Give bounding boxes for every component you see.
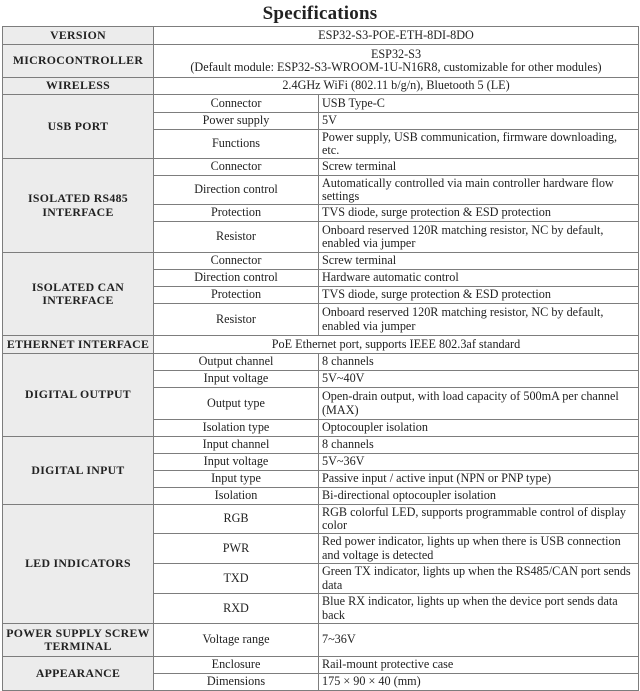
spec-sub-value: Red power indicator, lights up when there is USB connection and voltage is detected [319, 534, 639, 564]
spec-sub-name: Output type [154, 388, 319, 420]
spec-sub-value: TVS diode, surge protection & ESD protection [319, 287, 639, 304]
spec-sub-value: Onboard reserved 120R matching resistor, NC by default, enabled via jumper [319, 222, 639, 253]
spec-row-appearance [3, 657, 639, 674]
spec-sub-value: 8 channels [319, 354, 639, 371]
spec-label: LED INDICATORS [3, 505, 154, 624]
spec-sub-value: RGB colorful LED, supports programmable control of display color [319, 505, 639, 534]
spec-label: DIGITAL OUTPUT [3, 354, 154, 437]
spec-row-microcontroller [3, 45, 639, 78]
spec-label: VERSION [3, 27, 154, 45]
spec-sub-name: Output channel [154, 354, 319, 371]
spec-sub-value: 8 channels [319, 437, 639, 454]
spec-sub-name: Power supply [154, 113, 319, 130]
spec-sub-name: Input channel [154, 437, 319, 454]
spec-sub-name: RXD [154, 594, 319, 624]
spec-sub-value: USB Type-C [319, 95, 639, 113]
spec-sub-name: Connector [154, 95, 319, 113]
spec-label: DIGITAL INPUT [3, 437, 154, 505]
spec-row-usb-port [3, 95, 639, 113]
spec-sub-value: 5V~40V [319, 371, 639, 388]
spec-sub-value: Onboard reserved 120R matching resistor, NC by default, enabled via jumper [319, 304, 639, 336]
spec-sub-value: Optocoupler isolation [319, 420, 639, 437]
spec-label: USB PORT [3, 95, 154, 159]
spec-row-power-supply-screw-terminal [3, 624, 639, 657]
spec-sub-name: Resistor [154, 222, 319, 253]
spec-sub-name: Voltage range [154, 624, 319, 657]
specifications-table [2, 26, 639, 691]
spec-label: APPEARANCE [3, 657, 154, 691]
spec-sub-name: TXD [154, 564, 319, 594]
spec-sub-value: 5V [319, 113, 639, 130]
spec-row-led-indicators [3, 505, 639, 534]
spec-row-isolated-rs485 [3, 159, 639, 176]
spec-sub-value: Automatically controlled via main controller hardware flow settings [319, 176, 639, 205]
spec-sub-value: Bi-directional optocoupler isolation [319, 488, 639, 505]
spec-sub-name: Connector [154, 253, 319, 270]
spec-value-line: (Default module: ESP32-S3-WROOM-1U-N16R8, customizable for other modules) [190, 60, 602, 74]
spec-row-digital-input [3, 437, 639, 454]
spec-row-isolated-can [3, 253, 639, 270]
spec-sub-value: Green TX indicator, lights up when the RS485/CAN port sends data [319, 564, 639, 594]
spec-label: ISOLATED RS485 INTERFACE [3, 159, 154, 253]
spec-row-version [3, 27, 639, 45]
spec-sub-value: Screw terminal [319, 253, 639, 270]
page-title: Specifications [262, 3, 378, 24]
spec-sub-name: Protection [154, 205, 319, 222]
spec-sub-name: Direction control [154, 176, 319, 205]
spec-label: MICROCONTROLLER [3, 45, 154, 78]
spec-sub-name: Enclosure [154, 657, 319, 674]
spec-row-ethernet-interface [3, 336, 639, 354]
spec-value: ESP32-S3-POE-ETH-8DI-8DO [154, 27, 639, 45]
spec-sub-value: 5V~36V [319, 454, 639, 471]
spec-label: WIRELESS [3, 78, 154, 95]
spec-sub-value: TVS diode, surge protection & ESD protection [319, 205, 639, 222]
spec-sub-value: 7~36V [319, 624, 639, 657]
spec-sub-value: Open-drain output, with load capacity of 500mA per channel (MAX) [319, 388, 639, 420]
spec-sub-name: Input voltage [154, 371, 319, 388]
spec-sub-value: Rail-mount protective case [319, 657, 639, 674]
spec-sub-value: Power supply, USB communication, firmware downloading, etc. [319, 130, 639, 159]
spec-value: PoE Ethernet port, supports IEEE 802.3af standard [154, 336, 639, 354]
spec-label: ETHERNET INTERFACE [3, 336, 154, 354]
spec-sub-name: Protection [154, 287, 319, 304]
spec-sub-name: Isolation [154, 488, 319, 505]
spec-sub-name: Input type [154, 471, 319, 488]
spec-sub-name: Functions [154, 130, 319, 159]
spec-sub-name: Dimensions [154, 674, 319, 691]
spec-sub-name: Input voltage [154, 454, 319, 471]
spec-row-digital-output [3, 354, 639, 371]
spec-sub-name: Resistor [154, 304, 319, 336]
spec-sub-value: Screw terminal [319, 159, 639, 176]
spec-value [154, 45, 639, 78]
spec-sub-name: Isolation type [154, 420, 319, 437]
spec-sub-value: Hardware automatic control [319, 270, 639, 287]
spec-sub-name: Direction control [154, 270, 319, 287]
spec-label: POWER SUPPLY SCREW TERMINAL [3, 624, 154, 657]
spec-sub-value: 175 × 90 × 40 (mm) [319, 674, 639, 691]
spec-row-wireless [3, 78, 639, 95]
spec-value: 2.4GHz WiFi (802.11 b/g/n), Bluetooth 5 (LE) [154, 78, 639, 95]
spec-sub-value: Passive input / active input (NPN or PNP type) [319, 471, 639, 488]
spec-sub-name: Connector [154, 159, 319, 176]
spec-sub-name: RGB [154, 505, 319, 534]
spec-sub-name: PWR [154, 534, 319, 564]
spec-sub-value: Blue RX indicator, lights up when the device port sends data back [319, 594, 639, 624]
spec-label: ISOLATED CAN INTERFACE [3, 253, 154, 336]
spec-value-line: ESP32-S3 [370, 46, 422, 61]
